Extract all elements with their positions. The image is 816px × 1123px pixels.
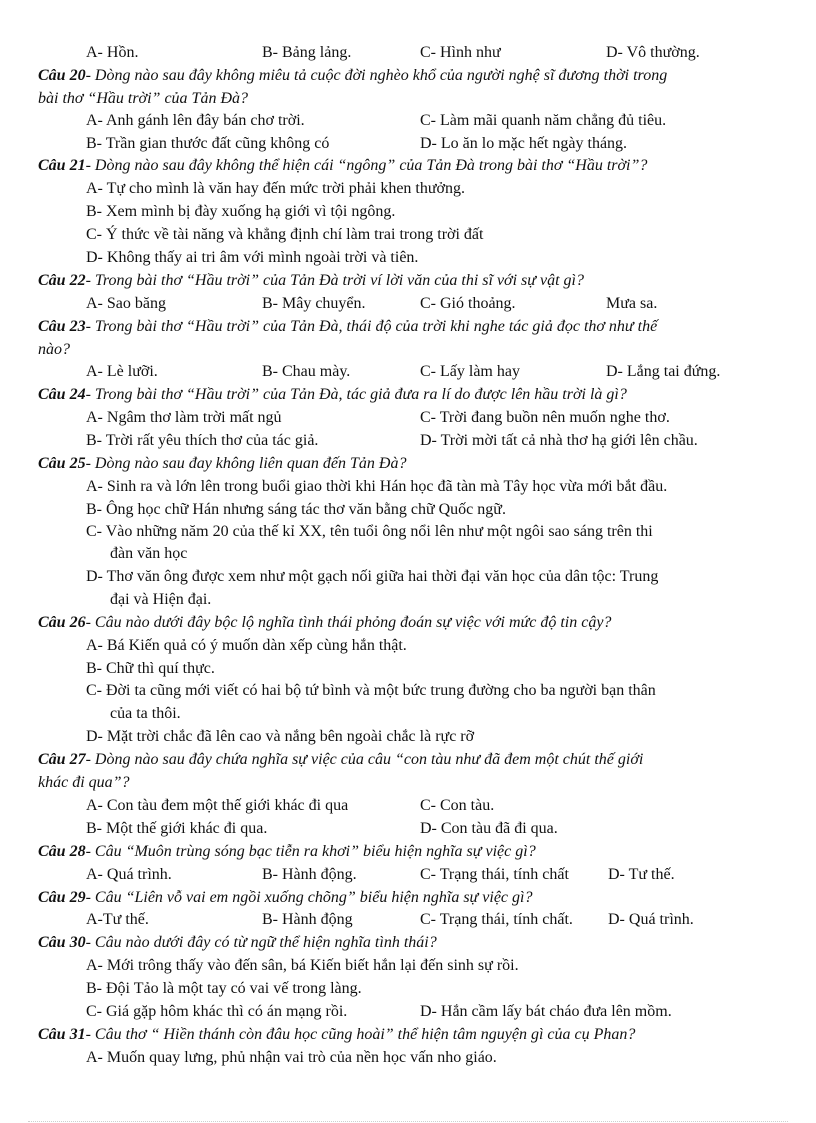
- answer-option: A- Mới trông thấy vào đến sân, bá Kiến biết hắn lại đến sinh sự rồi.: [86, 957, 519, 974]
- question-number: Câu 29: [38, 889, 86, 906]
- question-number: Câu 24: [38, 386, 86, 403]
- answer-option: A- Hồn.: [86, 44, 139, 61]
- question-text-continued: bài thơ “Hầu trời” của Tản Đà?: [38, 90, 248, 107]
- answer-option: D- Con tàu đã đi qua.: [420, 820, 558, 837]
- question-number: Câu 20: [38, 67, 86, 84]
- question-stem: [38, 385, 627, 405]
- question-number: Câu 26: [38, 614, 86, 631]
- answer-option: Mưa sa.: [606, 295, 658, 312]
- answer-option: A-Tư thế.: [86, 911, 149, 928]
- answer-option: D- Lắng tai đứng.: [606, 363, 721, 380]
- question-text: - Dòng nào sau đây không miêu tả cuộc đời nghèo khổ của người nghệ sĩ đương thời trong: [85, 67, 668, 84]
- question-text: - Dòng nào sau đây không thể hiện cái “ngông” của Tản Đà trong bài thơ “Hầu trời”?: [85, 157, 648, 174]
- question-stem: [38, 271, 584, 291]
- question-text: - Trong bài thơ “Hầu trời” của Tản Đà trời ví lời văn của thi sĩ với sự vật gì?: [85, 272, 584, 289]
- answer-option: B- Chau mày.: [262, 363, 351, 380]
- answer-option: D- Trời mời tất cả nhà thơ hạ giới lên chầu.: [420, 432, 698, 449]
- answer-option: A- Ngâm thơ làm trời mất ngủ: [86, 409, 282, 426]
- question-stem: [38, 613, 611, 633]
- question-number: Câu 27: [38, 751, 86, 768]
- answer-option: C- Hình như: [420, 44, 501, 61]
- answer-option: A- Sinh ra và lớn lên trong buổi giao thời khi Hán học đã tàn mà Tây học vừa mới bắt đầu.: [86, 478, 668, 495]
- answer-option: D- Quá trình.: [608, 911, 694, 928]
- question-text: - Câu thơ “ Hiền thánh còn đâu học cũng hoài” thể hiện tâm nguyện gì của cụ Phan?: [85, 1026, 636, 1043]
- answer-option: C- Trạng thái, tính chất.: [420, 911, 573, 928]
- question-stem: [38, 888, 532, 908]
- answer-option: B- Xem mình bị đày xuống hạ giới vì tội ngông.: [86, 203, 396, 220]
- question-stem: [38, 317, 657, 337]
- answer-option: A- Bá Kiến quả có ý muốn dàn xếp cùng hắn thật.: [86, 637, 407, 654]
- answer-option: D- Không thấy ai tri âm với mình ngoài trời và tiên.: [86, 249, 419, 266]
- question-text: - Trong bài thơ “Hầu trời” của Tản Đà, tác giả đưa ra lí do được lên hầu trời là gì?: [85, 386, 627, 403]
- answer-option: A- Anh gánh lên đây bán chơ trời.: [86, 112, 305, 129]
- answer-option: C- Vào những năm 20 của thế kỉ XX, tên tuổi ông nổi lên như một ngôi sao sáng trên thi: [86, 523, 653, 540]
- answer-option: B- Mây chuyển.: [262, 295, 366, 312]
- answer-option: B- Ông học chữ Hán nhưng sáng tác thơ văn bằng chữ Quốc ngữ.: [86, 501, 506, 518]
- question-text: - Dòng nào sau đay không liên quan đến Tản Đà?: [85, 455, 407, 472]
- question-text-continued: nào?: [38, 341, 70, 358]
- question-stem: [38, 156, 647, 176]
- answer-option: B- Bảng lảng.: [262, 44, 352, 61]
- answer-option: A- Tự cho mình là văn hay đến mức trời phải khen thưởng.: [86, 180, 466, 197]
- answer-option: C- Giá gặp hôm khác thì có án mạng rồi.: [86, 1003, 348, 1020]
- answer-option-continued: đại và Hiện đại.: [110, 591, 212, 608]
- answer-option: A- Muốn quay lưng, phủ nhận vai trò của nền học vấn nho giáo.: [86, 1049, 497, 1066]
- answer-option: C- Ý thức về tài năng và khẳng định chí làm trai trong trời đất: [86, 226, 484, 243]
- question-stem: [38, 66, 667, 86]
- answer-option: D- Hắn cầm lấy bát cháo đưa lên mồm.: [420, 1003, 672, 1020]
- question-text: - Câu nào dưới đây có từ ngữ thể hiện nghĩa tình thái?: [85, 934, 437, 951]
- answer-option: C- Trạng thái, tính chất: [420, 866, 569, 883]
- question-text-continued: khác đi qua”?: [38, 774, 130, 791]
- question-number: Câu 21: [38, 157, 86, 174]
- question-text: - Dòng nào sau đây chứa nghĩa sự việc của câu “con tàu như đã đem một chút thế giới: [85, 751, 644, 768]
- answer-option: C- Con tàu.: [420, 797, 495, 814]
- question-stem: [38, 842, 536, 862]
- question-number: Câu 30: [38, 934, 86, 951]
- question-text: - Câu “Liên vỗ vai em ngồi xuống chõng” biểu hiện nghĩa sự việc gì?: [85, 889, 533, 906]
- question-text: - Trong bài thơ “Hầu trời” của Tản Đà, thái độ của trời khi nghe tác giả đọc thơ như thế: [85, 318, 658, 335]
- answer-option: B- Chữ thì quí thực.: [86, 660, 215, 677]
- answer-option-continued: của ta thôi.: [110, 705, 181, 722]
- answer-option: C- Trời đang buồn nên muốn nghe thơ.: [420, 409, 670, 426]
- answer-option-continued: đàn văn học: [110, 545, 188, 562]
- question-number: Câu 23: [38, 318, 86, 335]
- question-stem: [38, 750, 643, 770]
- question-text: - Câu “Muôn trùng sóng bạc tiễn ra khơi” biểu hiện nghĩa sự việc gì?: [85, 843, 536, 860]
- answer-option: B- Đội Tảo là một tay có vai vế trong làng.: [86, 980, 362, 997]
- answer-option: D- Vô thường.: [606, 44, 700, 61]
- question-text: - Câu nào dưới đây bộc lộ nghĩa tình thái phỏng đoán sự việc với mức độ tin cậy?: [85, 614, 612, 631]
- answer-option: B- Một thế giới khác đi qua.: [86, 820, 268, 837]
- question-stem: [38, 454, 406, 474]
- page-bottom-rule: [28, 1121, 788, 1122]
- answer-option: A- Quá trình.: [86, 866, 172, 883]
- question-number: Câu 28: [38, 843, 86, 860]
- answer-option: D- Mặt trời chắc đã lên cao và nắng bên ngoài chắc là rực rỡ: [86, 728, 475, 745]
- answer-option: D- Tư thế.: [608, 866, 675, 883]
- question-number: Câu 25: [38, 455, 86, 472]
- answer-option: A- Con tàu đem một thế giới khác đi qua: [86, 797, 349, 814]
- answer-option: B- Hành động: [262, 911, 353, 928]
- question-number: Câu 22: [38, 272, 86, 289]
- answer-option: C- Gió thoảng.: [420, 295, 516, 312]
- question-stem: [38, 933, 437, 953]
- answer-option: C- Lấy làm hay: [420, 363, 520, 380]
- answer-option: A- Lè lưỡi.: [86, 363, 158, 380]
- answer-option: C- Đời ta cũng mới viết có hai bộ tứ bình và một bức trung đường cho ba người bạn thân: [86, 682, 656, 699]
- answer-option: C- Làm mãi quanh năm chẳng đủ tiêu.: [420, 112, 667, 129]
- answer-option: D- Lo ăn lo mặc hết ngày tháng.: [420, 135, 628, 152]
- answer-option: B- Trời rất yêu thích thơ của tác giả.: [86, 432, 319, 449]
- answer-option: B- Trần gian thước đất cũng không có: [86, 135, 330, 152]
- answer-option: A- Sao băng: [86, 295, 166, 312]
- answer-option: B- Hành động.: [262, 866, 357, 883]
- answer-option: D- Thơ văn ông được xem như một gạch nối giữa hai thời đại văn học của dân tộc: Trung: [86, 568, 659, 585]
- question-number: Câu 31: [38, 1026, 86, 1043]
- question-stem: [38, 1025, 635, 1045]
